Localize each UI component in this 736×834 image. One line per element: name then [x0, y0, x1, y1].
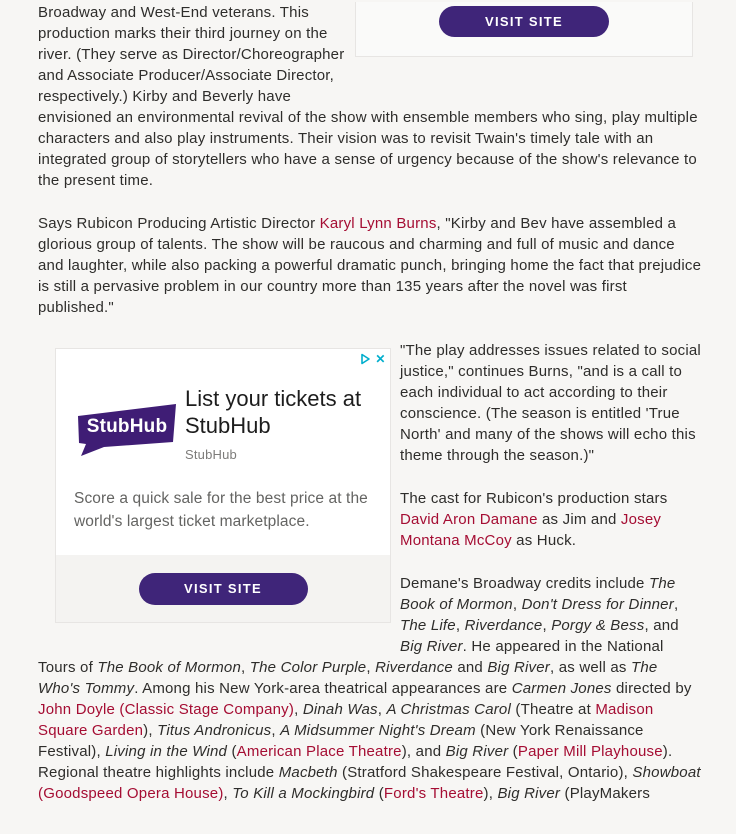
text-run: Titus Andronicus — [157, 722, 272, 739]
text-run: The Life — [400, 617, 456, 634]
text-run: Riverdance — [464, 617, 543, 634]
text-link[interactable]: David Aron Damane — [400, 511, 538, 528]
stubhub-ad-container — [38, 340, 390, 655]
text-run: The Who's Tommy — [38, 659, 658, 697]
stubhub-visit-site-button[interactable]: VISIT SITE — [139, 573, 308, 605]
ad-advertiser: StubHub — [185, 447, 237, 462]
text-run: (PlayMakers — [560, 785, 651, 802]
text-run: , — [512, 596, 522, 613]
text-run: , — [271, 722, 281, 739]
text-run: , — [241, 659, 250, 676]
text-run: (Theatre at — [511, 701, 596, 718]
text-run: directed by — [611, 680, 692, 697]
text-run: A Midsummer Night's Dream — [280, 722, 476, 739]
text-run: ( — [374, 785, 384, 802]
text-run: , — [377, 701, 387, 718]
ad-footer — [56, 555, 390, 622]
text-run: , — [223, 785, 233, 802]
text-link[interactable]: Madison Square Garden — [38, 701, 654, 739]
text-run: Big River — [400, 638, 463, 655]
text-run: , — [294, 701, 303, 718]
text-run: Porgy & Bess — [551, 617, 645, 634]
top-ad-container — [355, 2, 702, 90]
ad-headline: List your tickets at StubHub — [185, 386, 362, 438]
svg-text:StubHub: StubHub — [86, 416, 168, 437]
text-run: The cast for Rubicon's production stars — [400, 490, 668, 507]
ad-body-text: Score a quick sale for the best price at the world's largest ticket marketplace. — [74, 490, 368, 530]
text-run: Macbeth — [278, 764, 338, 781]
text-run: Riverdance — [375, 659, 453, 676]
text-link[interactable]: Paper Mill Playhouse — [517, 743, 663, 760]
text-run: , as well as — [550, 659, 631, 676]
stubhub-ad[interactable] — [55, 348, 391, 623]
text-run: ( — [227, 743, 237, 760]
text-run: Says Rubicon Producing Artistic Director — [38, 215, 320, 232]
text-run: , — [366, 659, 376, 676]
text-run: , — [542, 617, 552, 634]
text-run: , "Kirby and Bev have assembled a glorious group of talents. The show will be raucous and charming and full of music and dance and laughter, while also packing a powerful dramatic punch, bringing home the fact that prejudice is still a pervasive problem in our country more than 135 years after the novel was first published." — [38, 215, 702, 316]
text-run: Demane's Broadway credits include — [400, 575, 649, 592]
text-run: ), — [483, 785, 498, 802]
text-run: , — [455, 617, 465, 634]
text-run: Big River — [497, 785, 561, 802]
adchoices-icon[interactable] — [357, 351, 372, 366]
text-link[interactable]: John Doyle (Classic Stage Company) — [38, 701, 295, 718]
text-run: as Jim and — [537, 511, 621, 528]
text-run: Big River — [445, 743, 509, 760]
text-run: The Color Purple — [249, 659, 367, 676]
text-run: , — [673, 596, 679, 613]
stubhub-logo — [74, 401, 180, 457]
text-run: (New York Renaissance Festival), — [38, 722, 644, 760]
text-run: Living in the Wind — [105, 743, 228, 760]
text-run: The Book of Mormon — [400, 575, 676, 613]
text-run: Carmen Jones — [511, 680, 612, 697]
paragraph-burns-quote — [38, 213, 702, 318]
text-run: Broadway and West-End veterans. This production marks their third journey on the river. (They serve as Director/Choreographer and Associate Producer/Associate Director, respectively.) Kirby and Beverly have envisioned an environmental revival of the show with ensemble members who sing, play multiple characters and also play instruments. Their vision was to revisit Twain's timely tale with an integrated group of storytellers who have a sense of urgency because of the show's relevance to the present time. — [38, 4, 698, 189]
ad-close-icon[interactable]: ✕ — [373, 351, 388, 366]
text-run: "The play addresses issues related to social justice," continues Burns, "and is a call to each individual to act according to their conscience. (The season is entitled 'True North' and many of the shows will echo this theme through the season.)" — [400, 342, 701, 464]
text-link[interactable]: (Goodspeed Opera House) — [38, 785, 224, 802]
text-run: Dinah Was — [302, 701, 378, 718]
text-run: . Among his New York-area theatrical appearances are — [134, 680, 512, 697]
text-link[interactable]: Karyl Lynn Burns — [319, 215, 437, 232]
text-run: A Christmas Carol — [386, 701, 512, 718]
text-run: as Huck. — [511, 532, 577, 549]
text-run: The Book of Mormon — [97, 659, 241, 676]
text-link[interactable]: American Place Theatre — [236, 743, 402, 760]
top-ad-box — [355, 2, 693, 57]
ad-controls — [357, 351, 388, 366]
text-link[interactable]: Ford's Theatre — [383, 785, 484, 802]
text-run: To Kill a Mockingbird — [232, 785, 375, 802]
text-run: Showboat — [632, 764, 701, 781]
text-run: Don't Dress for Dinner — [521, 596, 674, 613]
text-run: ), and — [401, 743, 446, 760]
top-visit-site-button[interactable]: VISIT SITE — [439, 6, 609, 37]
text-link[interactable]: Josey Montana McCoy — [400, 511, 662, 549]
text-run: ( — [508, 743, 518, 760]
text-run: Big River — [487, 659, 550, 676]
text-run: ), — [143, 722, 158, 739]
text-run: . He appeared in the National Tours of — [38, 638, 664, 676]
text-run: and — [452, 659, 488, 676]
text-run: , and — [644, 617, 679, 634]
text-run: ). Regional theatre highlights include — [38, 743, 673, 781]
text-run: (Stratford Shakespeare Festival, Ontario), — [337, 764, 633, 781]
